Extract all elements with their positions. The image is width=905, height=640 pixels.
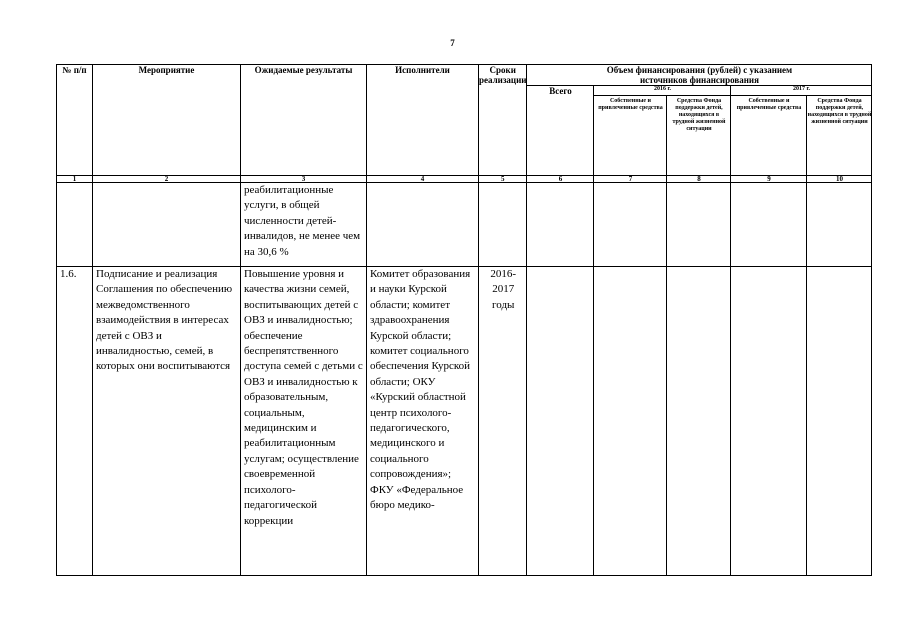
cell-own-2016 bbox=[594, 267, 667, 576]
header-event: Мероприятие bbox=[93, 65, 241, 176]
row-executors bbox=[367, 183, 479, 267]
column-number: 2 bbox=[93, 176, 241, 183]
header-financing: Объем финансирования (рублей) с указанием источников финансирования bbox=[527, 65, 872, 86]
header-year-2017: 2017 г. bbox=[731, 86, 872, 96]
header-own-funds-2016: Собственные и привлеченные средства bbox=[594, 96, 667, 176]
header-no: № п/п bbox=[57, 65, 93, 176]
row-deadline bbox=[479, 183, 527, 267]
cell-total bbox=[527, 183, 594, 267]
column-number: 6 bbox=[527, 176, 594, 183]
row-results: Повышение уровня и качества жизни семей, воспитывающих детей с ОВЗ и инвалидностью; обеспечение беспрепятственного доступа семей с детьми с ОВЗ и инвалидностью к образовательным, социальным, медицинским и реабилитационным услугам; осуществление своевременной психолого-педагогической коррекции bbox=[241, 267, 367, 576]
row-event bbox=[93, 183, 241, 267]
column-number: 5 bbox=[479, 176, 527, 183]
cell-own-2017 bbox=[731, 267, 807, 576]
column-number: 10 bbox=[807, 176, 872, 183]
column-number: 8 bbox=[667, 176, 731, 183]
column-number: 7 bbox=[594, 176, 667, 183]
cell-fund-2017 bbox=[807, 183, 872, 267]
table-row bbox=[57, 183, 872, 267]
cell-total bbox=[527, 267, 594, 576]
cell-own-2017 bbox=[731, 183, 807, 267]
cell-own-2016 bbox=[594, 183, 667, 267]
cell-fund-2017 bbox=[807, 267, 872, 576]
row-event: Подписание и реализация Соглашения по обеспечению межведомственного взаимодействия в интересах детей с ОВЗ и инвалидностью, семей, в которых они воспитываются bbox=[93, 267, 241, 576]
header-own-funds-2017: Собственные и привлеченные средства bbox=[731, 96, 807, 176]
column-number: 9 bbox=[731, 176, 807, 183]
page-number: 7 bbox=[450, 38, 455, 48]
header-executors: Исполнители bbox=[367, 65, 479, 176]
header-results: Ожидаемые результаты bbox=[241, 65, 367, 176]
table-row bbox=[57, 267, 872, 576]
header-fund-funds-2016: Средства Фонда поддержки детей, находящихся в трудной жизненной ситуации bbox=[667, 96, 731, 176]
cell-fund-2016 bbox=[667, 183, 731, 267]
financing-table bbox=[56, 64, 872, 576]
row-no bbox=[57, 183, 93, 267]
column-number: 1 bbox=[57, 176, 93, 183]
header-fund-funds-2017: Средства Фонда поддержки детей, находящихся в трудной жизненной ситуации bbox=[807, 96, 872, 176]
row-results: реабилитационные услуги, в общей численности детей-инвалидов, не менее чем на 30,6 % bbox=[241, 183, 367, 267]
header-total: Всего bbox=[527, 86, 594, 176]
row-no: 1.6. bbox=[57, 267, 93, 576]
column-number: 4 bbox=[367, 176, 479, 183]
row-deadline: 2016-2017 годы bbox=[479, 267, 527, 576]
cell-fund-2016 bbox=[667, 267, 731, 576]
header-deadline: Сроки реализации bbox=[479, 65, 527, 176]
row-executors: Комитет образования и науки Курской области; комитет здравоохранения Курской области; комитет социального обеспечения Курской области; ОКУ «Курский областной центр психолого-педагогического, медицинского и социального сопровождения»; ФКУ «Федеральное бюро медико- bbox=[367, 267, 479, 576]
header-year-2016: 2016 г. bbox=[594, 86, 731, 96]
column-number: 3 bbox=[241, 176, 367, 183]
